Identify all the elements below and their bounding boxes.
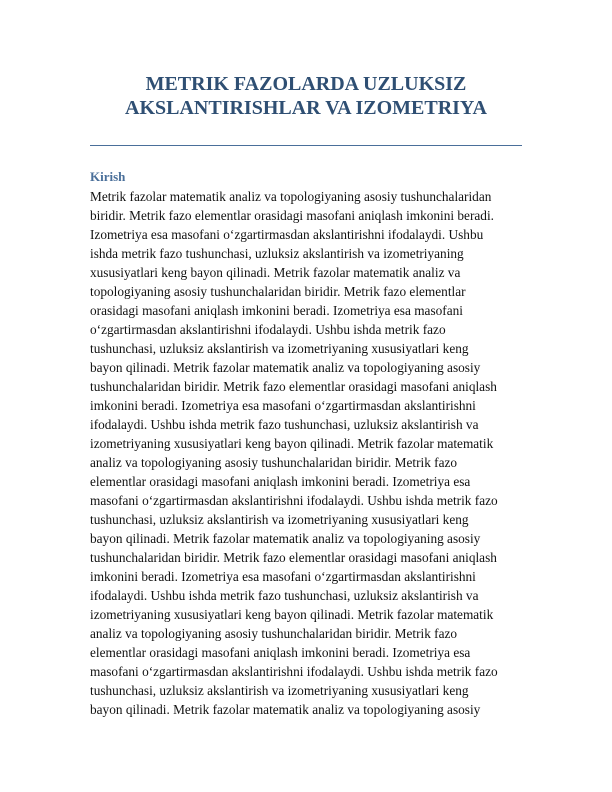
- body-line: ifodalaydi. Ushbu ishda metrik fazo tushunchasi, uzluksiz akslantirish va: [90, 417, 479, 432]
- body-line: biridir. Metrik fazo elementlar orasidagi masofani aniqlash imkonini beradi.: [90, 208, 494, 223]
- body-line: xususiyatlari keng bayon qilinadi. Metrik fazolar matematik analiz va: [90, 265, 461, 280]
- document-title: [90, 72, 522, 120]
- body-line: elementlar orasidagi masofani aniqlash imkonini beradi. Izometriya esa: [90, 474, 471, 489]
- title-divider: [90, 145, 522, 146]
- body-line: bayon qilinadi. Metrik fazolar matematik analiz va topologiyaning asosiy: [90, 702, 481, 717]
- body-line: ifodalaydi. Ushbu ishda metrik fazo tushunchasi, uzluksiz akslantirish va: [90, 588, 479, 603]
- body-line: izometriyaning xususiyatlari keng bayon qilinadi. Metrik fazolar matematik: [90, 607, 494, 622]
- body-line: ishda metrik fazo tushunchasi, uzluksiz akslantirish va izometriyaning: [90, 246, 464, 261]
- body-line: elementlar orasidagi masofani aniqlash imkonini beradi. Izometriya esa: [90, 645, 471, 660]
- body-line: tushunchalaridan biridir. Metrik fazo elementlar orasidagi masofani aniqlash: [90, 379, 497, 394]
- body-line: orasidagi masofani aniqlash imkonini beradi. Izometriya esa masofani: [90, 303, 463, 318]
- body-line: analiz va topologiyaning asosiy tushunchalaridan biridir. Metrik fazo: [90, 455, 458, 470]
- body-line: o‘zgartirmasdan akslantirishni ifodalaydi. Ushbu ishda metrik fazo: [90, 322, 446, 337]
- body-line: tushunchalaridan biridir. Metrik fazo elementlar orasidagi masofani aniqlash: [90, 550, 497, 565]
- body-line: imkonini beradi. Izometriya esa masofani o‘zgartirmasdan akslantirishni: [90, 569, 476, 584]
- body-line: bayon qilinadi. Metrik fazolar matematik analiz va topologiyaning asosiy: [90, 531, 481, 546]
- section-heading: Kirish: [90, 169, 126, 184]
- title-line: METRIK FAZOLARDA UZLUKSIZ: [145, 73, 467, 95]
- body-line: Izometriya esa masofani o‘zgartirmasdan akslantirishni ifodalaydi. Ushbu: [90, 227, 484, 242]
- body-line: tushunchasi, uzluksiz akslantirish va izometriyaning xususiyatlari keng: [90, 683, 469, 698]
- body-line: analiz va topologiyaning asosiy tushunchalaridan biridir. Metrik fazo: [90, 626, 458, 641]
- body-line: tushunchasi, uzluksiz akslantirish va izometriyaning xususiyatlari keng: [90, 512, 469, 527]
- body-line: masofani o‘zgartirmasdan akslantirishni ifodalaydi. Ushbu ishda metrik fazo: [90, 493, 498, 508]
- title-line: AKSLANTIRISHLAR VA IZOMETRIYA: [125, 97, 487, 119]
- body-line: izometriyaning xususiyatlari keng bayon qilinadi. Metrik fazolar matematik: [90, 436, 494, 451]
- body-line: bayon qilinadi. Metrik fazolar matematik analiz va topologiyaning asosiy: [90, 360, 481, 375]
- body-line: topologiyaning asosiy tushunchalaridan biridir. Metrik fazo elementlar: [90, 284, 466, 299]
- body-line: Metrik fazolar matematik analiz va topologiyaning asosiy tushunchalaridan: [90, 189, 492, 204]
- body-paragraph: [90, 187, 530, 719]
- body-line: tushunchasi, uzluksiz akslantirish va izometriyaning xususiyatlari keng: [90, 341, 469, 356]
- body-line: masofani o‘zgartirmasdan akslantirishni ifodalaydi. Ushbu ishda metrik fazo: [90, 664, 498, 679]
- body-line: imkonini beradi. Izometriya esa masofani o‘zgartirmasdan akslantirishni: [90, 398, 476, 413]
